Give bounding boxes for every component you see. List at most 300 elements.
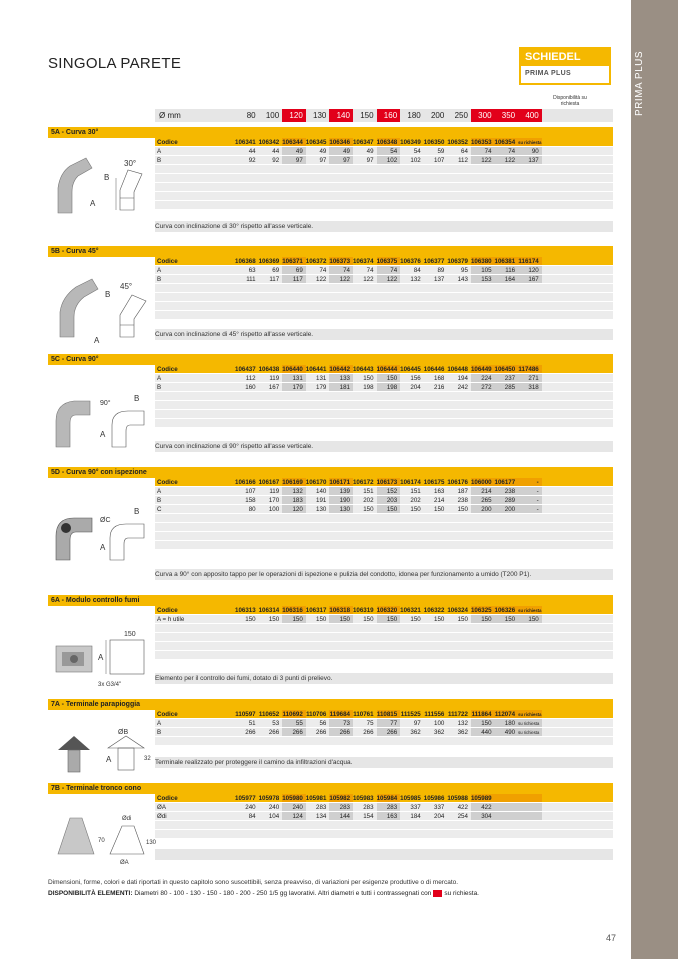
table-cell: 106353 — [471, 138, 495, 146]
table-cell: 238 — [495, 487, 519, 495]
product-table — [155, 257, 613, 320]
table-cell: 106368 — [235, 258, 256, 265]
table-cell: 254 — [457, 813, 468, 820]
table-cell: 200 — [495, 505, 519, 513]
empty-row — [155, 737, 613, 746]
red-marker-icon — [433, 890, 442, 897]
table-row — [155, 383, 613, 392]
table-cell: 75 — [366, 720, 374, 727]
svg-text:A: A — [100, 430, 106, 439]
table-cell: 105 — [471, 266, 495, 274]
table-row — [155, 275, 613, 284]
table-cell: 179 — [282, 383, 306, 391]
table-row — [155, 505, 613, 514]
table-cell: 73 — [329, 719, 353, 727]
empty-row — [155, 410, 613, 419]
table-cell: 49 — [366, 148, 374, 155]
row-label: A = h utile — [157, 616, 185, 623]
empty-row — [155, 401, 613, 410]
table-cell: 106349 — [400, 139, 421, 146]
table-cell: 54 — [413, 148, 421, 155]
table-cell: 150 — [245, 616, 256, 623]
diameter-160: 160 — [377, 109, 401, 122]
product-illustration — [48, 488, 155, 573]
product-illustration — [48, 728, 155, 788]
table-cell: - — [518, 496, 542, 504]
footer-note: Dimensioni, forme, colori e dati riportati in questo capitolo sono suscettibili, senza preavviso, di variazioni per esigenze produttive o di mercato. — [48, 879, 459, 886]
table-cell: 97 — [413, 720, 421, 727]
table-cell: 198 — [377, 383, 401, 391]
brand-logo — [519, 47, 611, 85]
empty-row — [155, 302, 613, 311]
table-cell: 122 — [495, 156, 519, 164]
svg-text:ØC: ØC — [100, 517, 111, 524]
table-cell: 106341 — [235, 139, 256, 146]
row-label: A — [157, 267, 162, 274]
row-label: Ødi — [157, 813, 167, 820]
table-cell: 106443 — [352, 366, 374, 373]
table-cell: 117 — [269, 276, 280, 283]
table-cell: 106322 — [423, 607, 445, 614]
table-cell: 106448 — [447, 366, 468, 373]
table-cell: 107 — [434, 157, 445, 164]
table-cell — [518, 803, 542, 811]
table-cell: 74 — [329, 266, 353, 274]
svg-text:B: B — [134, 507, 140, 516]
svg-text:A: A — [98, 653, 104, 662]
table-cell: 90 — [518, 147, 542, 155]
table-cell: su richiesta — [518, 140, 542, 145]
table-cell: 422 — [457, 804, 468, 811]
table-cell: 110652 — [258, 711, 280, 718]
table-cell: 132 — [410, 276, 421, 283]
svg-text:45°: 45° — [120, 282, 133, 291]
table-cell: 69 — [272, 267, 280, 274]
table-cell: 150 — [495, 615, 519, 623]
svg-text:B: B — [105, 290, 111, 299]
table-header-row — [155, 138, 613, 147]
table-cell: 283 — [363, 804, 374, 811]
row-label: Codice — [157, 711, 178, 718]
table-cell: 106380 — [471, 257, 495, 265]
table-cell: 122 — [329, 275, 353, 283]
table-cell: - — [518, 487, 542, 495]
table-cell: 106449 — [471, 365, 495, 373]
product-illustration — [48, 804, 155, 874]
table-cell: 107 — [245, 488, 256, 495]
table-cell: 100 — [434, 720, 445, 727]
table-cell: 283 — [329, 803, 353, 811]
table-cell: 202 — [410, 497, 421, 504]
row-label: A — [157, 148, 162, 155]
empty-row — [155, 830, 613, 839]
empty-row — [155, 201, 613, 210]
table-cell: 69 — [282, 266, 306, 274]
table-cell: 242 — [457, 384, 468, 391]
table-cell: 106170 — [305, 479, 327, 486]
table-cell: 179 — [316, 384, 327, 391]
row-label: Codice — [157, 479, 178, 486]
table-cell: 59 — [437, 148, 445, 155]
table-cell: 77 — [377, 719, 401, 727]
row-label: B — [157, 384, 162, 391]
table-cell: 106381 — [495, 257, 519, 265]
table-cell: 285 — [495, 383, 519, 391]
row-label: B — [157, 276, 162, 283]
table-cell: 112 — [245, 375, 256, 382]
table-cell: 150 — [316, 616, 327, 623]
table-cell: 440 — [471, 728, 495, 736]
table-cell: 105989 — [471, 794, 495, 802]
table-cell: 150 — [457, 506, 468, 513]
table-cell: 150 — [377, 505, 401, 513]
section-title: 7B - Terminale tronco cono — [48, 783, 613, 794]
table-cell: su richiesta — [518, 728, 542, 736]
table-cell: 137 — [434, 276, 445, 283]
logo-product: PRIMA PLUS — [525, 70, 571, 77]
table-cell: 283 — [316, 804, 327, 811]
empty-row — [155, 651, 613, 660]
section-description: Curva a 90° con apposito tappo per le operazioni di ispezione e pulizia del condotto, idonea per funzionamento a umido (T200 P1). — [155, 571, 532, 578]
table-cell: 97 — [329, 156, 353, 164]
diameter-300: 300 — [471, 109, 495, 122]
diameter-350: 350 — [495, 109, 519, 122]
diameter-150: 150 — [360, 111, 374, 120]
table-cell: 56 — [319, 720, 327, 727]
svg-text:30°: 30° — [124, 159, 137, 168]
table-cell: 106346 — [329, 138, 353, 146]
product-section — [48, 127, 613, 235]
table-cell: 106442 — [329, 365, 353, 373]
table-cell: 187 — [457, 488, 468, 495]
table-cell: 106352 — [447, 139, 468, 146]
table-cell: su richiesta — [518, 608, 542, 613]
table-cell: 304 — [471, 812, 495, 820]
empty-row — [155, 541, 613, 550]
product-section — [48, 467, 613, 583]
table-header-row — [155, 365, 613, 374]
table-row — [155, 719, 613, 728]
table-cell: 110761 — [353, 711, 374, 718]
empty-row — [155, 284, 613, 293]
table-cell: 150 — [363, 375, 374, 382]
table-cell: 105980 — [282, 794, 306, 802]
table-cell: 143 — [457, 276, 468, 283]
table-cell: 117486 — [518, 365, 542, 373]
availability-suffix: su richiesta. — [444, 890, 479, 898]
table-cell: 124 — [282, 812, 306, 820]
table-cell: 49 — [319, 148, 327, 155]
empty-row — [155, 642, 613, 651]
svg-text:Ødi: Ødi — [122, 816, 132, 822]
table-cell: 240 — [282, 803, 306, 811]
svg-text:A: A — [90, 199, 96, 208]
row-label: Codice — [157, 607, 178, 614]
table-cell: 63 — [248, 267, 256, 274]
table-cell: 106374 — [352, 258, 374, 265]
product-section — [48, 699, 613, 771]
table-cell: 106324 — [447, 607, 468, 614]
table-row — [155, 487, 613, 496]
table-cell: 150 — [434, 616, 445, 623]
table-cell: 122 — [377, 275, 401, 283]
table-cell — [518, 812, 542, 820]
section-description: Terminale realizzato per proteggere il camino da infiltrazioni d'acqua. — [155, 759, 353, 766]
table-cell: 74 — [377, 266, 401, 274]
table-cell: 203 — [377, 496, 401, 504]
table-cell: 168 — [434, 375, 445, 382]
side-label: PRIMA PLUS — [634, 50, 645, 116]
diameter-100: 100 — [265, 111, 280, 120]
table-cell: 158 — [245, 497, 256, 504]
table-cell: 105982 — [329, 794, 353, 802]
empty-row — [155, 165, 613, 174]
table-cell: 111556 — [424, 711, 445, 718]
row-label: B — [157, 497, 162, 504]
table-cell: 95 — [461, 267, 468, 274]
table-cell: 110597 — [235, 711, 256, 718]
table-cell: 106175 — [423, 479, 445, 486]
table-cell: 106169 — [282, 478, 306, 486]
table-cell: 74 — [366, 267, 374, 274]
table-cell: 150 — [410, 506, 421, 513]
table-cell: 54 — [377, 147, 401, 155]
table-cell: 150 — [363, 506, 374, 513]
product-illustration — [48, 267, 155, 357]
product-table — [155, 365, 613, 428]
table-cell: 106313 — [235, 607, 256, 614]
table-cell: 105984 — [377, 794, 401, 802]
table-cell: 266 — [316, 729, 327, 736]
table-cell: 110706 — [306, 711, 327, 718]
table-cell: 100 — [268, 506, 280, 513]
table-cell: 130 — [329, 505, 353, 513]
product-table — [155, 138, 613, 210]
table-cell: 102 — [410, 157, 421, 164]
table-cell: 104 — [268, 813, 280, 820]
table-cell: 224 — [471, 374, 495, 382]
table-cell: 204 — [410, 384, 421, 391]
table-cell: 154 — [363, 813, 374, 820]
table-cell: 362 — [457, 729, 468, 736]
table-cell: 144 — [329, 812, 353, 820]
empty-row — [155, 174, 613, 183]
table-cell: - — [518, 478, 542, 486]
table-cell: 150 — [410, 616, 421, 623]
table-cell: 137 — [518, 156, 542, 164]
table-cell: 271 — [518, 374, 542, 382]
row-label: ØA — [157, 804, 166, 811]
table-cell: 106321 — [400, 607, 421, 614]
svg-text:A: A — [100, 543, 106, 552]
table-cell: 163 — [377, 812, 401, 820]
table-cell: 422 — [471, 803, 495, 811]
availability-label: DISPONIBILITÀ ELEMENTI: — [48, 890, 133, 898]
table-cell: 266 — [363, 729, 374, 736]
svg-text:32: 32 — [144, 756, 151, 762]
row-label: A — [157, 375, 162, 382]
table-cell: 105977 — [235, 795, 256, 802]
table-cell: 106445 — [400, 366, 421, 373]
svg-text:150: 150 — [124, 631, 136, 638]
description-bar — [155, 849, 613, 860]
table-cell: 105978 — [258, 795, 280, 802]
table-cell: 151 — [410, 488, 421, 495]
table-cell: 97 — [319, 157, 327, 164]
table-cell: 106166 — [235, 479, 256, 486]
table-row — [155, 615, 613, 624]
table-cell: 74 — [471, 147, 495, 155]
table-cell: 181 — [329, 383, 353, 391]
availability-text: Diametri 80 - 100 - 130 - 150 - 180 - 200 - 250 1/5 gg lavorativi. Altri diametri e tutti i contrassegnati con — [134, 890, 432, 898]
table-cell: 106167 — [258, 479, 280, 486]
table-cell: su richiesta — [518, 712, 542, 717]
table-cell: 131 — [316, 375, 327, 382]
table-cell: 110692 — [282, 710, 306, 718]
table-row — [155, 812, 613, 821]
table-cell: 106347 — [352, 139, 374, 146]
row-label: Codice — [157, 258, 178, 265]
table-cell — [518, 794, 542, 802]
diameter-130: 130 — [313, 111, 327, 120]
table-cell: 122 — [363, 276, 374, 283]
table-cell: 150 — [471, 615, 495, 623]
table-cell: 122 — [316, 276, 327, 283]
table-cell: 133 — [329, 374, 353, 382]
table-header-row — [155, 478, 613, 487]
side-strip — [631, 0, 678, 959]
table-cell: 240 — [268, 804, 280, 811]
table-cell: 105983 — [352, 795, 374, 802]
empty-row — [155, 419, 613, 428]
empty-row — [155, 821, 613, 830]
diameter-120: 120 — [282, 109, 306, 122]
table-cell: 119 — [269, 488, 280, 495]
table-cell: 106171 — [329, 478, 353, 486]
table-cell: 198 — [363, 384, 374, 391]
diameter-250: 250 — [454, 111, 468, 120]
table-cell: 116 — [495, 266, 519, 274]
section-title: 5D - Curva 90° con ispezione — [48, 467, 613, 478]
table-row — [155, 374, 613, 383]
table-cell: 111525 — [400, 711, 421, 718]
table-cell: 150 — [268, 616, 280, 623]
table-cell: 106316 — [282, 606, 306, 614]
table-cell: 64 — [461, 148, 468, 155]
table-cell: 106317 — [305, 607, 327, 614]
empty-row — [155, 624, 613, 633]
row-label: B — [157, 729, 162, 736]
logo-brand: SCHIEDEL — [521, 49, 609, 66]
table-cell: 106373 — [329, 257, 353, 265]
table-cell: 74 — [319, 267, 327, 274]
table-cell: 106345 — [305, 139, 327, 146]
table-cell: 49 — [329, 147, 353, 155]
product-illustration — [48, 375, 155, 460]
table-cell: 92 — [272, 157, 280, 164]
table-cell: 130 — [316, 506, 327, 513]
table-cell: 156 — [410, 375, 421, 382]
table-cell: 132 — [282, 487, 306, 495]
table-cell: 106441 — [305, 366, 327, 373]
table-header-row — [155, 794, 613, 803]
product-section — [48, 595, 613, 687]
table-cell: 106318 — [329, 606, 353, 614]
table-cell — [495, 812, 519, 820]
section-title: 7A - Terminale parapioggia — [48, 699, 613, 710]
empty-row — [155, 311, 613, 320]
table-cell: 117 — [282, 275, 306, 283]
section-description: Elemento per il controllo dei fumi, dotato di 3 punti di prelievo. — [155, 675, 333, 682]
product-table — [155, 478, 613, 550]
table-cell: 150 — [434, 506, 445, 513]
table-cell: 167 — [268, 384, 280, 391]
table-cell: 106354 — [495, 138, 519, 146]
table-cell: 362 — [434, 729, 445, 736]
table-cell: 194 — [457, 375, 468, 382]
product-illustration — [48, 624, 155, 699]
table-cell: 153 — [471, 275, 495, 283]
table-cell: 102 — [377, 156, 401, 164]
row-label: Codice — [157, 139, 178, 146]
svg-text:B: B — [104, 173, 110, 182]
product-section — [48, 783, 613, 866]
table-cell: 131 — [282, 374, 306, 382]
table-cell: 105985 — [400, 795, 421, 802]
svg-text:90°: 90° — [100, 400, 111, 407]
table-cell: 266 — [377, 728, 401, 736]
product-table — [155, 794, 613, 839]
table-cell: 272 — [471, 383, 495, 391]
table-cell: 120 — [282, 505, 306, 513]
table-cell: 110815 — [377, 710, 401, 718]
table-cell: 106437 — [235, 366, 256, 373]
empty-row — [155, 192, 613, 201]
table-cell: 150 — [377, 374, 401, 382]
table-cell: 105988 — [447, 795, 468, 802]
section-title: 5A - Curva 30° — [48, 127, 613, 138]
row-label: Codice — [157, 795, 178, 802]
table-cell: 44 — [248, 148, 256, 155]
table-cell: 106450 — [495, 365, 519, 373]
table-cell: 112 — [458, 157, 468, 164]
footer-availability — [48, 890, 479, 897]
empty-row — [155, 183, 613, 192]
table-cell: 216 — [434, 384, 445, 391]
table-cell: 151 — [363, 488, 374, 495]
table-cell: 163 — [434, 488, 445, 495]
section-description: Curva con inclinazione di 30° rispetto all'asse verticale. — [155, 223, 314, 230]
table-cell: 106376 — [400, 258, 421, 265]
table-cell: 80 — [248, 506, 256, 513]
table-cell: 119 — [269, 375, 280, 382]
table-cell: 106320 — [377, 606, 401, 614]
diameter-header-row — [155, 109, 613, 122]
table-cell: 337 — [434, 804, 445, 811]
table-cell: 92 — [248, 157, 256, 164]
table-cell: 84 — [248, 813, 256, 820]
table-row — [155, 266, 613, 275]
table-cell: 105981 — [305, 795, 327, 802]
table-cell: 266 — [282, 728, 306, 736]
table-cell: 106326 — [495, 606, 519, 614]
table-cell: 106172 — [352, 479, 374, 486]
diameter-200: 200 — [430, 111, 445, 120]
table-cell: 106371 — [282, 257, 306, 265]
svg-text:3x G3/4": 3x G3/4" — [98, 682, 122, 688]
table-cell: 106444 — [377, 365, 401, 373]
table-cell: 150 — [329, 615, 353, 623]
